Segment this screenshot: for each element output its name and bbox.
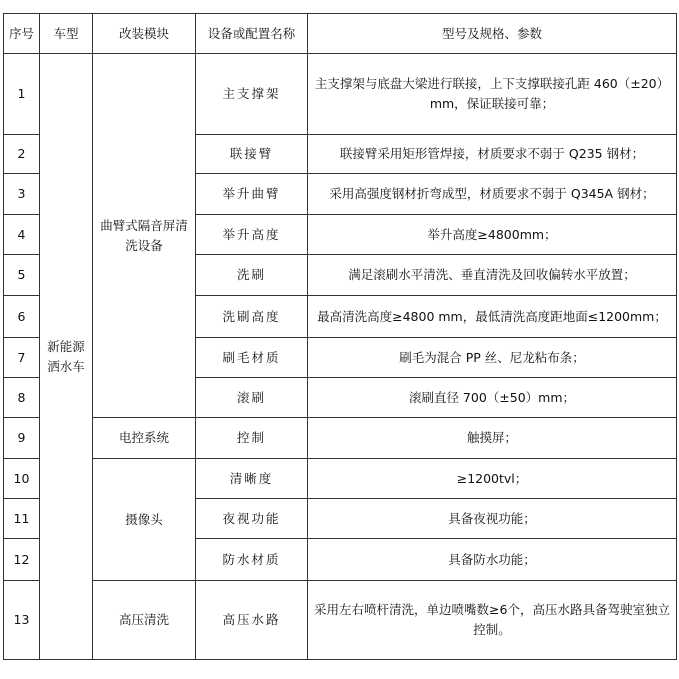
row-item: 洗刷 (196, 255, 308, 296)
spec-table (3, 13, 677, 660)
row-item: 控制 (196, 418, 308, 459)
row-spec: 触摸屏； (308, 418, 677, 459)
header-module: 改装模块 (93, 14, 196, 54)
row-spec: 具备防水功能； (308, 539, 677, 581)
row-spec: 采用左右喷杆清洗，单边喷嘴数≥6个，高压水路具备驾驶室独立控制。 (308, 581, 677, 660)
row-item: 清晰度 (196, 459, 308, 499)
row-spec: 联接臂采用矩形管焊接，材质要求不弱于 Q235 钢材； (308, 135, 677, 174)
row-item: 洗刷高度 (196, 296, 308, 338)
header-spec: 型号及规格、参数 (308, 14, 677, 54)
row-spec: 最高清洗高度≥4800 mm，最低清洗高度距地面≤1200mm； (308, 296, 677, 338)
row-spec: 采用高强度钢材折弯成型，材质要求不弱于 Q345A 钢材； (308, 174, 677, 215)
row-index: 9 (4, 418, 40, 459)
table-row (4, 418, 677, 459)
row-item: 举升高度 (196, 215, 308, 255)
header-item: 设备或配置名称 (196, 14, 308, 54)
module-cell: 曲臂式隔音屏清洗设备 (93, 54, 196, 418)
table-row (4, 581, 677, 660)
row-index: 1 (4, 54, 40, 135)
row-item: 防水材质 (196, 539, 308, 581)
row-item: 夜视功能 (196, 499, 308, 539)
row-spec: 具备夜视功能； (308, 499, 677, 539)
row-spec: 刷毛为混合 PP 丝、尼龙粘布条； (308, 338, 677, 378)
header-row (4, 14, 677, 54)
vehicle-type-cell: 新能源洒水车 (40, 54, 93, 660)
row-index: 10 (4, 459, 40, 499)
row-index: 12 (4, 539, 40, 581)
row-index: 7 (4, 338, 40, 378)
row-item: 主支撑架 (196, 54, 308, 135)
row-item: 举升曲臂 (196, 174, 308, 215)
row-item: 刷毛材质 (196, 338, 308, 378)
module-cell: 高压清洗 (93, 581, 196, 660)
row-index: 5 (4, 255, 40, 296)
row-item: 高压水路 (196, 581, 308, 660)
row-spec: ≥1200tvl； (308, 459, 677, 499)
row-item: 滚刷 (196, 378, 308, 418)
table-row (4, 459, 677, 499)
table-row (4, 54, 677, 135)
row-spec: 举升高度≥4800mm； (308, 215, 677, 255)
row-spec: 主支撑架与底盘大梁进行联接，上下支撑联接孔距 460（±20）mm，保证联接可靠； (308, 54, 677, 135)
row-spec: 满足滚刷水平清洗、垂直清洗及回收偏转水平放置； (308, 255, 677, 296)
row-index: 8 (4, 378, 40, 418)
header-vehicle: 车型 (40, 14, 93, 54)
row-index: 4 (4, 215, 40, 255)
row-index: 13 (4, 581, 40, 660)
row-spec: 滚刷直径 700（±50）mm； (308, 378, 677, 418)
row-index: 3 (4, 174, 40, 215)
header-index: 序号 (4, 14, 40, 54)
row-index: 11 (4, 499, 40, 539)
row-index: 6 (4, 296, 40, 338)
module-cell: 摄像头 (93, 459, 196, 581)
row-index: 2 (4, 135, 40, 174)
row-item: 联接臂 (196, 135, 308, 174)
module-cell: 电控系统 (93, 418, 196, 459)
